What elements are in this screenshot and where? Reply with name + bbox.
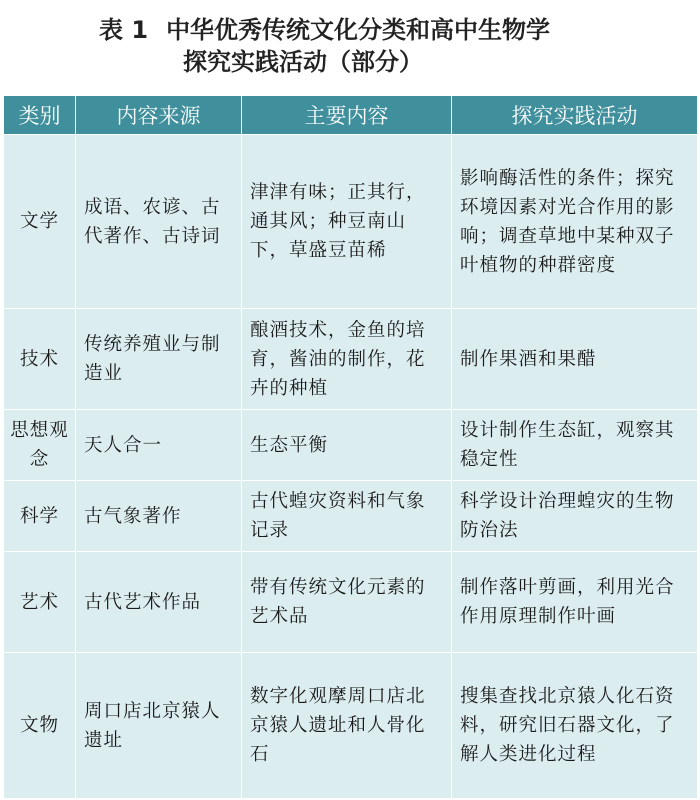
cell-source: 成语、农谚、古代著作、古诗词 bbox=[76, 135, 242, 309]
header-category: 类别 bbox=[4, 96, 76, 135]
cell-category: 文学 bbox=[4, 135, 76, 309]
cell-activity: 设计制作生态缸，观察其稳定性 bbox=[452, 410, 698, 481]
header-activity: 探究实践活动 bbox=[452, 96, 698, 135]
cell-content: 带有传统文化元素的艺术品 bbox=[242, 552, 452, 653]
table-row bbox=[4, 410, 698, 481]
caption-label: 表 1 bbox=[99, 16, 149, 44]
header-content: 主要内容 bbox=[242, 96, 452, 135]
header-source: 内容来源 bbox=[76, 96, 242, 135]
cell-category: 思想观念 bbox=[4, 410, 76, 481]
cell-source: 周口店北京猿人遗址 bbox=[76, 653, 242, 799]
table-row bbox=[4, 135, 698, 309]
cell-activity: 影响酶活性的条件；探究环境因素对光合作用的影响；调查草地中某种双子叶植物的种群密度 bbox=[452, 135, 698, 309]
caption-text-1: 中华优秀传统文化分类和高中生物学 bbox=[166, 16, 551, 44]
table-header-row bbox=[4, 96, 698, 135]
cell-activity: 制作落叶剪画，利用光合作用原理制作叶画 bbox=[452, 552, 698, 653]
cell-category: 技术 bbox=[4, 309, 76, 410]
cell-category: 艺术 bbox=[4, 552, 76, 653]
cell-source: 天人合一 bbox=[76, 410, 242, 481]
cell-source: 传统养殖业与制造业 bbox=[76, 309, 242, 410]
cell-activity: 制作果酒和果醋 bbox=[452, 309, 698, 410]
cell-content: 津津有味；正其行，通其风；种豆南山下，草盛豆苗稀 bbox=[242, 135, 452, 309]
table-row bbox=[4, 552, 698, 653]
cell-source: 古气象著作 bbox=[76, 481, 242, 552]
cell-content: 数字化观摩周口店北京猿人遗址和人骨化石 bbox=[242, 653, 452, 799]
cell-activity: 搜集查找北京猿人化石资料，研究旧石器文化，了解人类进化过程 bbox=[452, 653, 698, 799]
cell-activity: 科学设计治理蝗灾的生物防治法 bbox=[452, 481, 698, 552]
cell-content: 生态平衡 bbox=[242, 410, 452, 481]
cell-source: 古代艺术作品 bbox=[76, 552, 242, 653]
table-row bbox=[4, 481, 698, 552]
cell-category: 科学 bbox=[4, 481, 76, 552]
caption-line-1 bbox=[99, 14, 550, 46]
cell-content: 酿酒技术，金鱼的培育，酱油的制作，花卉的种植 bbox=[242, 309, 452, 410]
table-row bbox=[4, 653, 698, 799]
cell-category: 文物 bbox=[4, 653, 76, 799]
culture-activity-table bbox=[3, 95, 698, 799]
caption-line-2: 探究实践活动（部分） bbox=[183, 48, 423, 76]
cell-content: 古代蝗灾资料和气象记录 bbox=[242, 481, 452, 552]
table-row bbox=[4, 309, 698, 410]
